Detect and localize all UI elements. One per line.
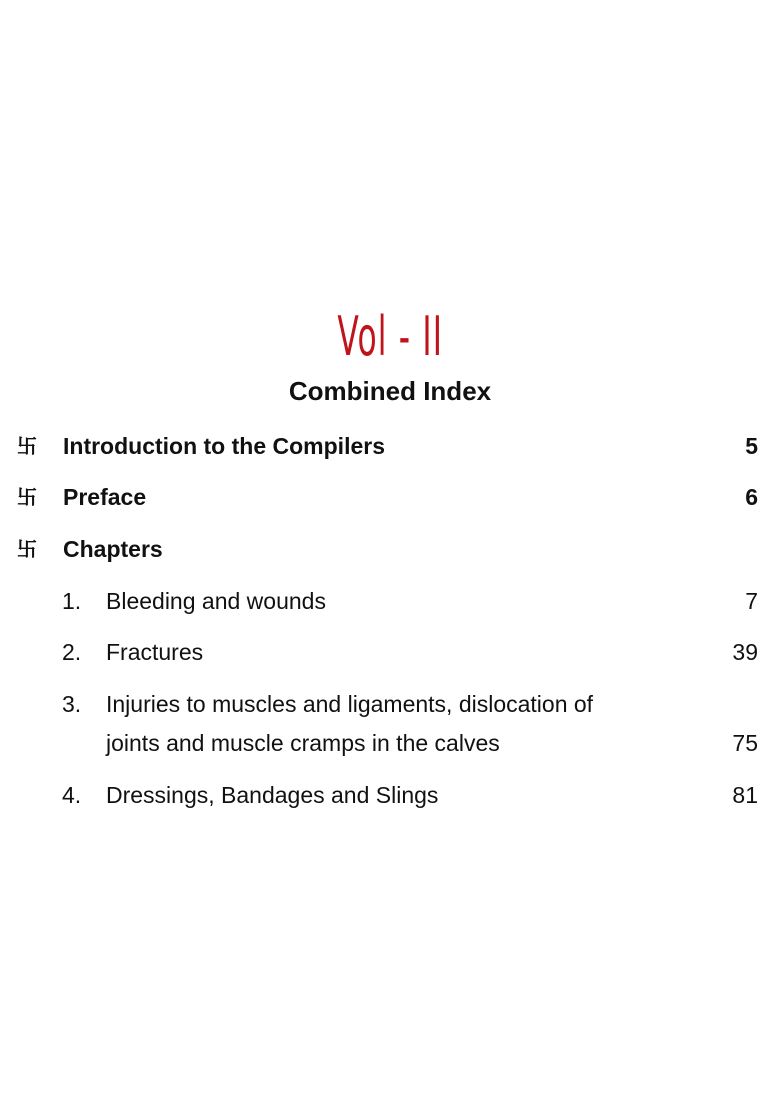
swastika-bullet-icon: 卐	[17, 485, 37, 509]
chapter-number: 4.	[62, 782, 82, 808]
swastika-bullet-icon: 卐	[17, 537, 37, 561]
volume-title-text: Vol - II	[337, 305, 443, 368]
chapter-label-line-1: Injuries to muscles and ligaments, dislocation of	[106, 691, 594, 717]
chapter-label: Dressings, Bandages and Slings	[106, 782, 439, 808]
chapter-label-line-2: joints and muscle cramps in the calves	[106, 730, 500, 756]
chapter-page-number: 39	[732, 639, 758, 665]
index-entry-introduction	[0, 430, 780, 470]
page-title: Combined Index	[288, 376, 492, 406]
index-entry-chapters	[0, 533, 780, 573]
entry-label: Introduction to the Compilers	[63, 433, 385, 459]
entry-page-number: 5	[745, 433, 758, 459]
chapter-label: Bleeding and wounds	[106, 588, 326, 614]
chapter-page-number: 7	[745, 588, 758, 614]
chapter-label: Fractures	[106, 639, 204, 665]
swastika-bullet-icon: 卐	[17, 434, 37, 458]
entry-label: Chapters	[63, 536, 163, 562]
chapter-number: 2.	[62, 639, 82, 665]
chapter-page-number: 81	[732, 782, 758, 808]
chapter-number: 1.	[62, 588, 82, 614]
volume-title	[0, 305, 780, 369]
chapter-entry	[0, 688, 780, 768]
entry-label: Preface	[63, 484, 147, 510]
chapter-entry	[0, 585, 780, 625]
chapter-entry	[0, 636, 780, 676]
chapter-entry	[0, 779, 780, 819]
entry-page-number: 6	[745, 484, 758, 510]
index-entry-preface	[0, 481, 780, 521]
chapter-number: 3.	[62, 691, 82, 717]
chapter-page-number: 75	[732, 730, 758, 756]
